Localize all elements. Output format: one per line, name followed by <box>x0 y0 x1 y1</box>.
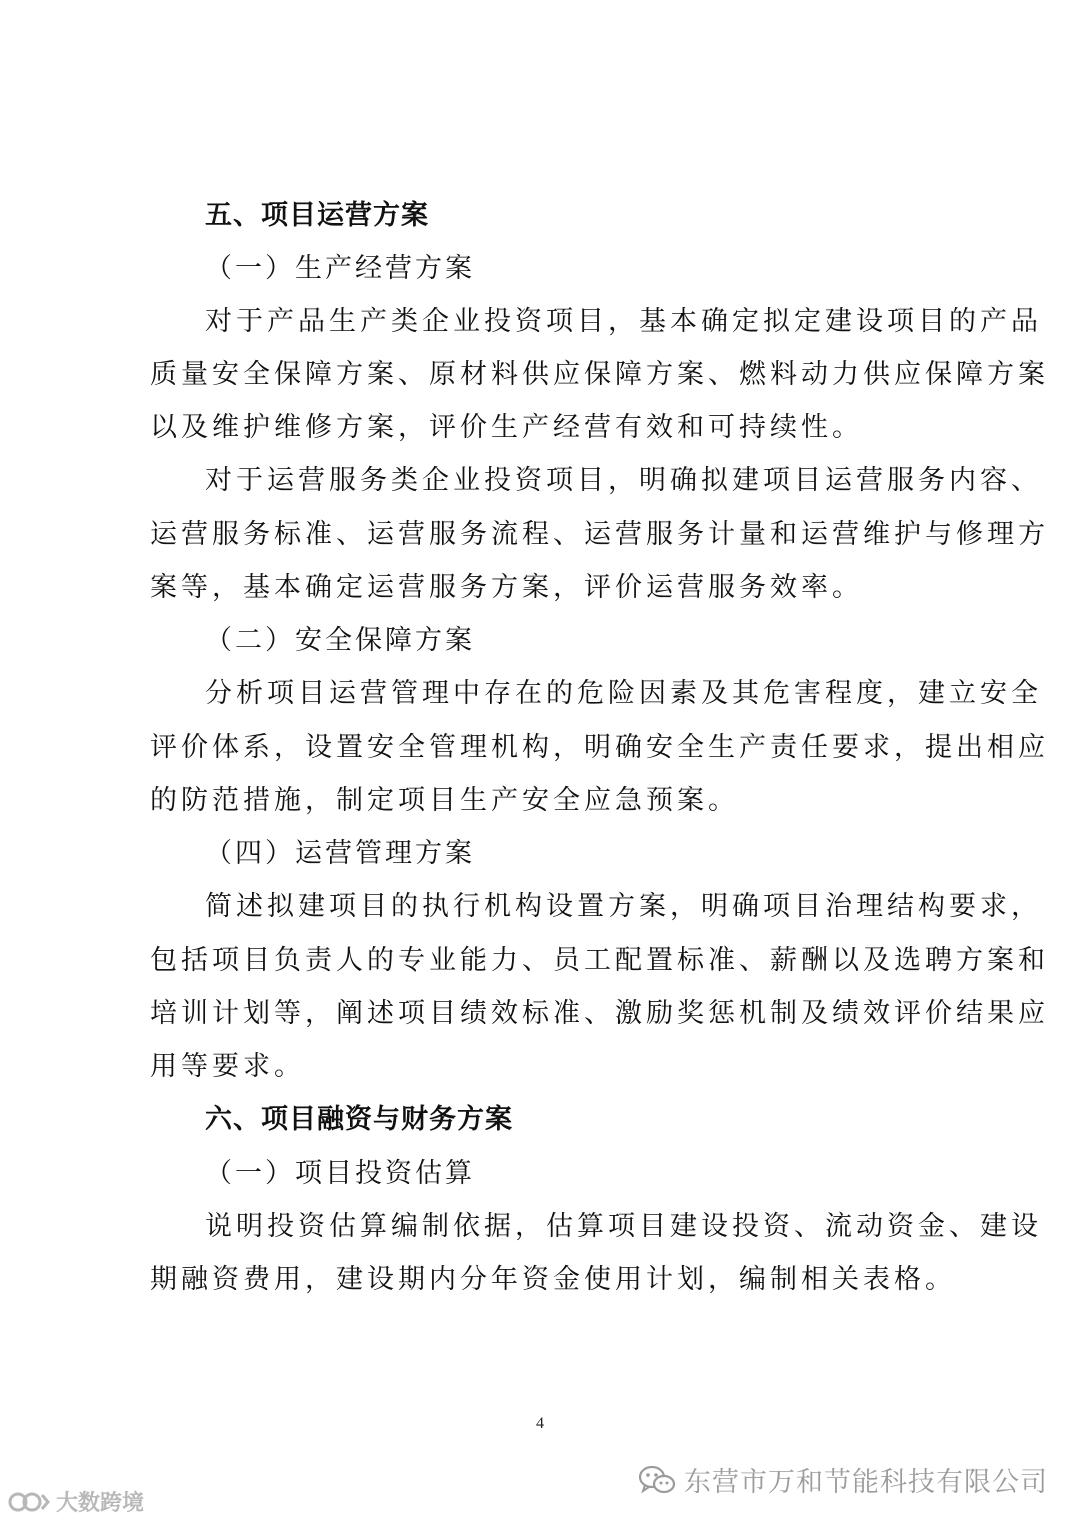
paragraph-1-line-3: 以及维护维修方案，评价生产经营有效和可持续性。 <box>150 412 863 443</box>
section-5-2-heading: （二）安全保障方案 <box>205 625 475 656</box>
paragraph-4-line-1: 简述拟建项目的执行机构设置方案，明确项目治理结构要求， <box>205 891 1042 922</box>
paragraph-5-line-2: 期融资费用，建设期内分年资金使用计划，编制相关表格。 <box>150 1264 956 1295</box>
wechat-icon <box>638 1465 676 1495</box>
watermark-company <box>638 1460 1048 1499</box>
paragraph-2-line-1: 对于运营服务类企业投资项目，明确拟建项目运营服务内容、 <box>205 465 1042 496</box>
section-6-1-heading: （一）项目投资估算 <box>205 1158 475 1189</box>
watermark-brand <box>8 1486 144 1517</box>
paragraph-1-line-2: 质量安全保障方案、原材料供应保障方案、燃料动力供应保障方案 <box>150 359 1049 390</box>
section-6-heading: 六、项目融资与财务方案 <box>205 1104 513 1135</box>
paragraph-2-line-3: 案等，基本确定运营服务方案，评价运营服务效率。 <box>150 572 863 603</box>
paragraph-3-line-3: 的防范措施，制定项目生产安全应急预案。 <box>150 785 739 816</box>
paragraph-5-line-1: 说明投资估算编制依据，估算项目建设投资、流动资金、建设 <box>205 1211 1042 1242</box>
section-5-1-heading: （一）生产经营方案 <box>205 253 475 284</box>
paragraph-4-line-3: 培训计划等，阐述项目绩效标准、激励奖惩机制及绩效评价结果应 <box>150 998 1049 1029</box>
paragraph-4-line-2: 包括项目负责人的专业能力、员工配置标准、薪酬以及选聘方案和 <box>150 945 1049 976</box>
page-number: 4 <box>536 1415 544 1432</box>
section-5-4-heading: （四）运营管理方案 <box>205 838 475 869</box>
paragraph-3-line-1: 分析项目运营管理中存在的危险因素及其危害程度，建立安全 <box>205 678 1042 709</box>
brand-logo-icon <box>8 1487 52 1517</box>
watermark-brand-text: 大数跨境 <box>56 1491 145 1516</box>
paragraph-3-line-2: 评价体系，设置安全管理机构，明确安全生产责任要求，提出相应 <box>150 732 1049 763</box>
watermark-company-text: 东营市万和节能科技有限公司 <box>684 1467 1048 1498</box>
section-5-heading: 五、项目运营方案 <box>205 200 429 231</box>
paragraph-2-line-2: 运营服务标准、运营服务流程、运营服务计量和运营维护与修理方 <box>150 519 1049 550</box>
paragraph-1-line-1: 对于产品生产类企业投资项目，基本确定拟定建设项目的产品 <box>205 306 1042 337</box>
paragraph-4-line-4: 用等要求。 <box>150 1051 305 1082</box>
